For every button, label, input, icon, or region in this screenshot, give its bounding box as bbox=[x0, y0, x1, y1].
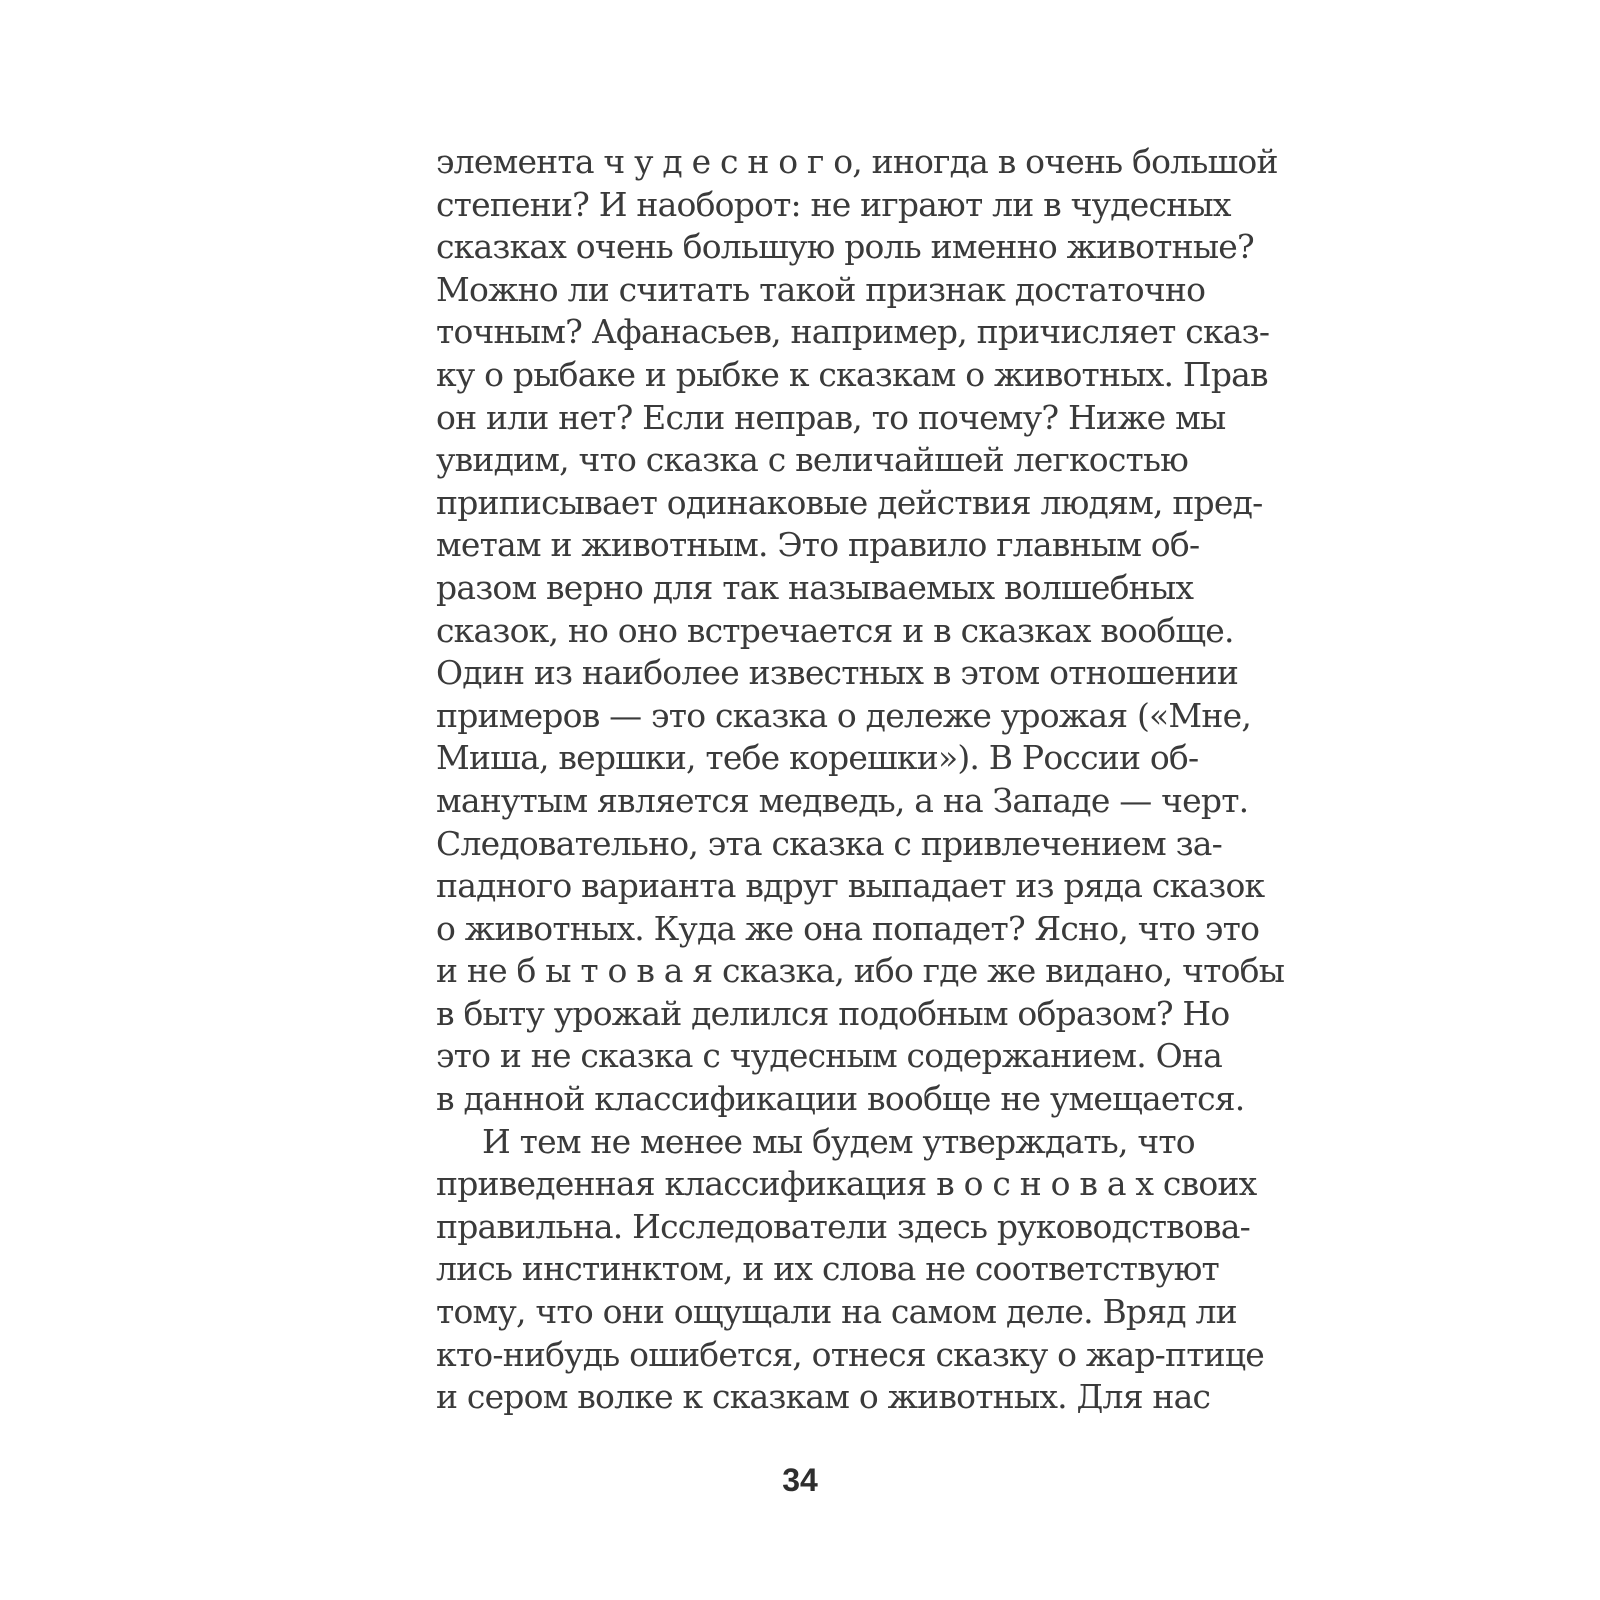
text-line: манутым является медведь, а на Западе — черт. bbox=[436, 780, 1249, 820]
text-line: и не б ы т о в а я сказка, ибо где же видано, чтобы bbox=[436, 951, 1285, 991]
text-line: сказках очень большую роль именно животные? bbox=[436, 227, 1254, 267]
text-line: тому, что они ощущали на самом деле. Вряд ли bbox=[436, 1292, 1237, 1332]
text-line: точным? Афанасьев, например, причисляет сказ- bbox=[436, 312, 1270, 352]
text-line: это и не сказка с чудесным содержанием. Она bbox=[436, 1036, 1222, 1076]
text-line: Следовательно, эта сказка с привлечением за- bbox=[436, 823, 1223, 863]
text-line: Можно ли считать такой признак достаточно bbox=[436, 269, 1206, 309]
text-line: падного варианта вдруг выпадает из ряда сказок bbox=[436, 866, 1265, 906]
text-line: в быту урожай делился подобным образом? Но bbox=[436, 993, 1230, 1033]
text-line: сказок, но оно встречается и в сказках вообще. bbox=[436, 610, 1234, 650]
paragraph-end-line: в данной классификации вообще не умещается. bbox=[436, 1079, 1245, 1119]
text-line: ку о рыбаке и рыбке к сказкам о животных. Прав bbox=[436, 354, 1268, 394]
text-line: степени? И наоборот: не играют ли в чудесных bbox=[436, 184, 1231, 224]
text-line: о животных. Куда же она попадет? Ясно, что это bbox=[436, 908, 1260, 948]
text-line: приписывает одинаковые действия людям, пред- bbox=[436, 482, 1263, 522]
text-line: и сером волке к сказкам о животных. Для нас bbox=[436, 1377, 1211, 1417]
text-line: разом верно для так называемых волшебных bbox=[436, 567, 1194, 607]
text-line: Миша, вершки, тебе корешки»). В России об- bbox=[436, 738, 1199, 778]
text-line: метам и животным. Это правило главным об- bbox=[436, 525, 1200, 565]
text-line: примеров — это сказка о дележе урожая («Мне, bbox=[436, 695, 1252, 735]
text-line: Один из наиболее известных в этом отношении bbox=[436, 653, 1239, 693]
text-line: правильна. Исследователи здесь руководствова- bbox=[436, 1206, 1251, 1246]
text-line: он или нет? Если неправ, то почему? Ниже мы bbox=[436, 397, 1226, 437]
page-number: 34 bbox=[782, 1462, 818, 1498]
text-line: кто-нибудь ошибется, отнеся сказку о жар-птице bbox=[436, 1334, 1265, 1374]
text-line: увидим, что сказка с величайшей легкостью bbox=[436, 440, 1189, 480]
paragraph-start-line: И тем не менее мы будем утверждать, что bbox=[482, 1121, 1195, 1161]
text-line: приведенная классификация в о с н о в а х своих bbox=[436, 1164, 1257, 1204]
text-line: элемента ч у д е с н о г о, иногда в очень большой bbox=[436, 142, 1278, 181]
text-line: лись инстинктом, и их слова не соответствуют bbox=[436, 1249, 1220, 1289]
body-text bbox=[436, 141, 1285, 1419]
